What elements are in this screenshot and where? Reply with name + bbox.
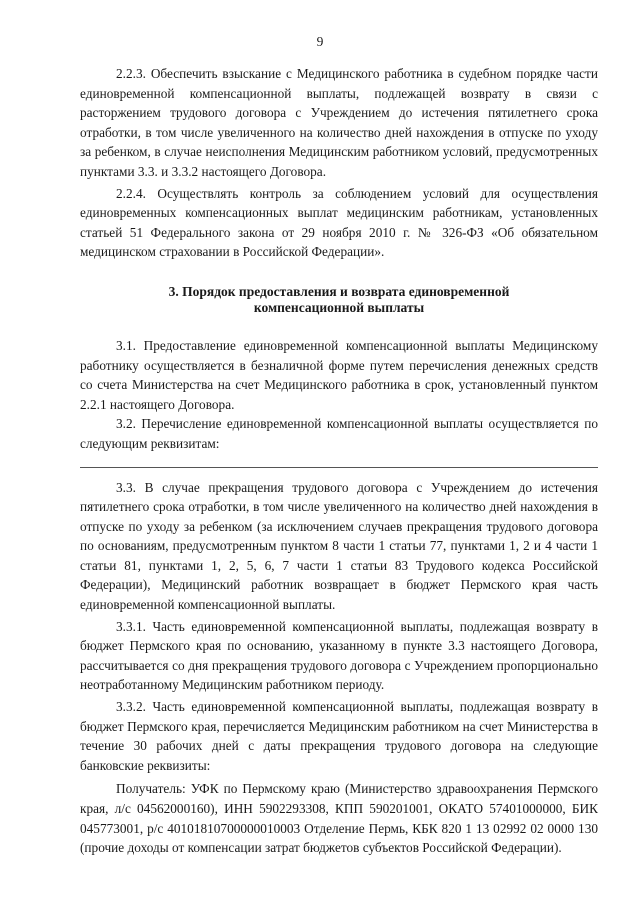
- paragraph-2-2-4: 2.2.4. Осуществлять контроль за соблюдением условий для осуществления единовременных компенсационных выплат медицинским работникам, установленных статьей 51 Федерального закона от 29 ноября 2010 г. № 326-ФЗ «Об обязательном медицинском страховании в Российской Федерации».: [80, 185, 598, 260]
- requisites-blank-line: [80, 467, 598, 468]
- section-heading-line-1: 3. Порядок предоставления и возврата единовременной: [168, 283, 510, 299]
- paragraph-3-3-2: 3.3.2. Часть единовременной компенсационной выплаты, подлежащая возврату в бюджет Пермского края, перечисляется Медицинским работником на счет Министерства в течение 30 рабочих дней с даты прекращения трудового договора на следующие банковские реквизиты:: [80, 699, 598, 773]
- paragraph-3-3-1: 3.3.1. Часть единовременной компенсационной выплаты, подлежащая возврату в бюджет Пермского края по основанию, указанному в пункте 3.3 настоящего Договора, рассчитывается со дня прекращения трудового договора с Учреждением пропорционально неотработанному Медицинским работником периоду.: [80, 618, 598, 693]
- paragraph-3-3: 3.3. В случае прекращения трудового договора с Учреждением до истечения пятилетнего срока отработки, в том числе увеличенного на количество дней нахождения в отпуске по уходу за ребенком (за исключением случаев прекращения трудового договора по основаниям, предусмотренным пунктом 8 части 1 статьи 77, пунктами 1, 2 и 4 части 1 статьи 81, пунктами 1, 2, 5, 6, 7 части 1 статьи 83 Трудового кодекса Российской Федерации), Медицинский работник возвращает в бюджет Пермского края часть единовременной компенсационной выплаты.: [80, 479, 598, 613]
- document-body: [80, 64, 598, 858]
- bank-requisites-paragraph: Получатель: УФК по Пермскому краю (Министерство здравоохранения Пермского края, л/с 04562000160), ИНН 5902293308, КПП 590201001, ОКАТО 57401000000, БИК 045773001, р/с 40101810700000010003 Отделение Пермь, КБК 820 1 13 02992 02 0000 130 (прочие доходы от компенсации затрат бюджетов субъектов Российской Федерации).: [80, 781, 598, 856]
- paragraph-3-2: 3.2. Перечисление единовременной компенсационной выплаты осуществляется по следующим реквизитам:: [80, 416, 598, 451]
- section-heading: [80, 284, 598, 316]
- paragraph-2-2-3: 2.2.3. Обеспечить взыскание с Медицинского работника в судебном порядке части единовременной компенсационной выплаты, подлежащей возврату в связи с расторжением трудового договора с Учреждением до истечения пятилетнего срока отработки, в том числе увеличенного на количество дней нахождения в отпуске по уходу за ребенком, в случае неисполнения Медицинским работником условий, предусмотренных пунктами 3.3. и 3.3.2 настоящего Договора.: [80, 66, 598, 179]
- section-heading-line-2: компенсационной выплаты: [253, 299, 425, 315]
- paragraph-3-1: 3.1. Предоставление единовременной компенсационной выплаты Медицинскому работнику осуществляется в безналичной форме путем перечисления денежных средств со счета Министерства на счет Медицинского работника в срок, установленный пунктом 2.2.1 настоящего Договора.: [80, 337, 598, 412]
- page-number: 9: [316, 34, 324, 49]
